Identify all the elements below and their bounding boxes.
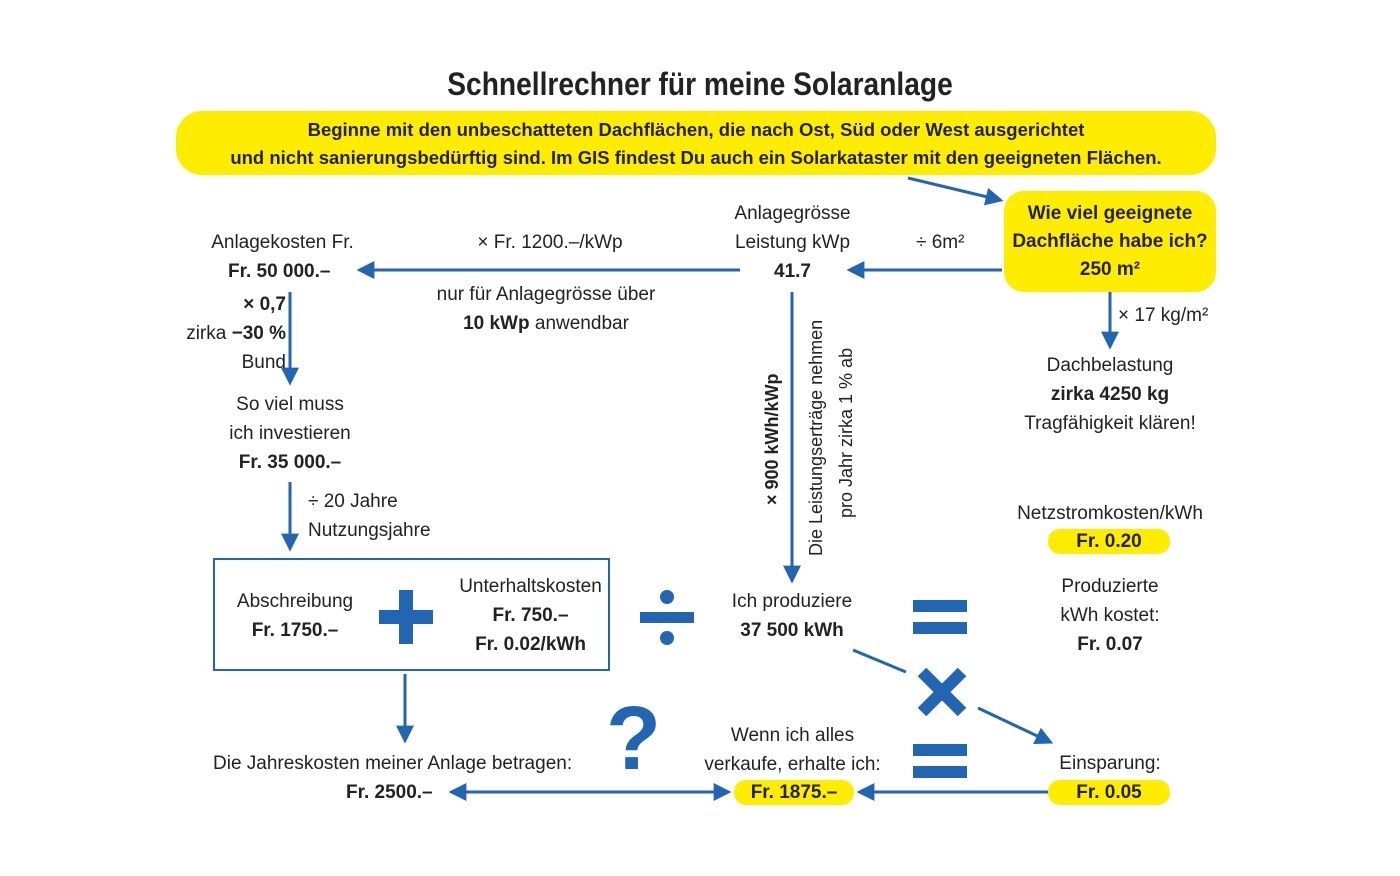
question-icon: ?	[606, 689, 661, 789]
size-label-1: Anlagegrösse	[734, 203, 851, 224]
subsidy-block	[176, 290, 286, 377]
maintenance-label: Unterhaltskosten	[459, 576, 602, 597]
maintenance-block	[448, 572, 613, 659]
size-value: 41.7	[774, 261, 811, 282]
divide-icon	[640, 590, 694, 645]
maintenance-value-2: Fr. 0.02/kWh	[475, 634, 586, 655]
equals-icon-bottom	[913, 744, 967, 778]
yield-note-2: pro Jahr zirka 1 % ab	[836, 347, 856, 518]
roof-area-box	[1004, 191, 1216, 292]
roof-value: 250 m²	[1079, 259, 1141, 280]
arrow-times-to-saving	[978, 708, 1050, 742]
cost-value: Fr. 50 000.–	[228, 261, 331, 282]
load-op: × 17 kg/m²	[1118, 305, 1209, 326]
grid-value: Fr. 0.20	[1048, 529, 1170, 554]
intro-line-2: und nicht sanierungsbedürftig sind. Im GIS findest Du auch ein Solarkataster mit den geeigneten Flächen.	[230, 147, 1162, 168]
subsidy-factor: × 0,7	[243, 294, 286, 315]
sell-value: Fr. 1875.–	[734, 780, 854, 805]
op-note-rest: anwendbar	[529, 313, 629, 334]
yield-note-1: Die Leistungserträge nehmen	[806, 319, 826, 556]
years-line-1: ÷ 20 Jahre	[308, 491, 398, 512]
size-block	[700, 199, 885, 286]
load-value: zirka 4250 kg	[1050, 384, 1170, 405]
years-block	[308, 487, 431, 545]
invest-line-1: So viel muss	[236, 394, 344, 415]
times-icon	[922, 672, 962, 712]
produce-label: Ich produziere	[731, 591, 853, 612]
intro-banner	[176, 111, 1216, 175]
invest-block	[195, 390, 385, 477]
maintenance-value-1: Fr. 750.–	[492, 605, 569, 626]
size-label-2: Leistung kWp	[734, 232, 851, 253]
op-note-bold: 10 kWp	[463, 313, 530, 334]
line-produce-to-times	[853, 650, 906, 672]
depreciation-label: Abschreibung	[236, 591, 354, 612]
load-block	[1000, 351, 1220, 438]
saving-value: Fr. 0.05	[1048, 780, 1170, 805]
yield-op: × 900 kWh/kWp	[762, 373, 782, 505]
roof-line-1: Wie viel geeignete	[1027, 203, 1193, 224]
produce-value: 37 500 kWh	[740, 620, 844, 641]
years-line-2: Nutzungsjahre	[308, 520, 431, 541]
sell-block	[695, 721, 890, 779]
invest-value: Fr. 35 000.–	[238, 452, 342, 473]
subsidy-prefix: zirka	[186, 323, 232, 344]
intro-line-1: Beginne mit den unbeschatteten Dachflächen, die nach Ost, Süd oder West ausgerichtet	[307, 119, 1085, 140]
depreciation-value: Fr. 1750.–	[251, 620, 339, 641]
sell-line-2: verkaufe, erhalte ich:	[704, 754, 881, 775]
annual-label: Die Jahreskosten meiner Anlage betragen:	[213, 753, 573, 774]
subsidy-who: Bund	[241, 352, 286, 373]
kwhcost-line-1: Produzierte	[1061, 576, 1159, 597]
produce-block	[712, 587, 872, 645]
arrow-intro-to-roof	[908, 178, 1000, 200]
load-label: Dachbelastung	[1046, 355, 1174, 376]
op-price: × Fr. 1200.–/kWp	[477, 232, 623, 253]
cost-label: Anlagekosten Fr.	[211, 232, 354, 253]
kwhcost-line-2: kWh kostet:	[1060, 605, 1160, 626]
sell-line-1: Wenn ich alles	[730, 725, 855, 746]
kwhcost-value: Fr. 0.07	[1077, 634, 1143, 655]
grid-label: Netzstromkosten/kWh	[1017, 503, 1203, 524]
load-note: Tragfähigkeit klären!	[1024, 413, 1196, 434]
subsidy-pct: −30 %	[231, 323, 286, 344]
equals-icon-top	[913, 600, 967, 634]
saving-label: Einsparung:	[1059, 753, 1161, 774]
annual-value: Fr. 2500.–	[346, 782, 433, 803]
roof-line-2: Dachfläche habe ich?	[1012, 231, 1208, 252]
depreciation-block	[225, 587, 365, 645]
cost-block	[190, 228, 375, 286]
kwhcost-block	[1020, 572, 1200, 659]
op-note	[416, 280, 676, 338]
page-title: Schnellrechner für meine Solaranlage	[447, 66, 953, 102]
op-divide-area: ÷ 6m²	[916, 232, 965, 253]
invest-line-2: ich investieren	[229, 423, 351, 444]
op-note-line-1: nur für Anlagegrösse über	[436, 284, 656, 305]
